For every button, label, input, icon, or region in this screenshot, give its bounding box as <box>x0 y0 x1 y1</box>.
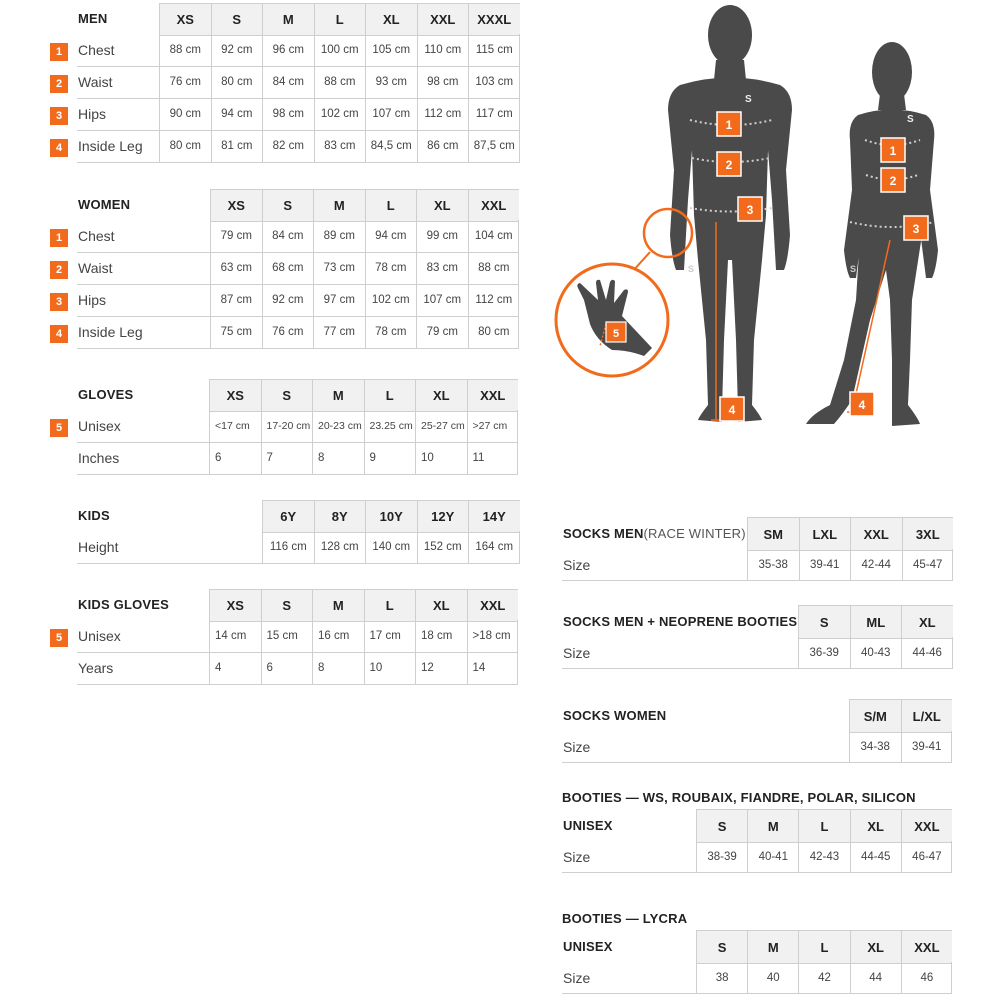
size-header-14y: 14Y <box>468 501 520 532</box>
size-header-s-m: S/M <box>849 700 901 732</box>
row-label-hips: Hips <box>78 292 107 308</box>
men-header-row <box>159 3 520 36</box>
svg-text:2: 2 <box>725 158 733 172</box>
size-header-l: L <box>314 4 366 35</box>
table-cell: 90 cm <box>159 98 211 130</box>
size-header-xxxl: XXXL <box>468 4 520 35</box>
female-logo-mark: S <box>907 114 914 125</box>
table-cell: 46 <box>901 962 952 993</box>
size-header-xl: XL <box>901 606 953 638</box>
row-label-waist: Waist <box>78 74 113 90</box>
size-header-xl: XL <box>415 590 467 621</box>
booties-lycra-section-title: BOOTIES — LYCRA <box>562 911 688 926</box>
table-cell: 84 cm <box>262 220 314 252</box>
row-label-years: Years <box>78 660 114 676</box>
table-cell: 76 cm <box>262 316 314 348</box>
women-header-row <box>210 189 519 222</box>
women-size-table <box>55 189 519 348</box>
table-cell: 80 cm <box>159 130 211 162</box>
men-table-title: MEN <box>78 11 108 26</box>
table-cell: 45-47 <box>902 549 954 580</box>
table-cell: 11 <box>467 442 519 474</box>
table-cell: 6 <box>261 652 313 684</box>
svg-text:2: 2 <box>889 174 897 188</box>
table-cell: 84 cm <box>262 66 314 98</box>
size-header-xs: XS <box>209 380 261 411</box>
table-cell: 10 <box>415 442 467 474</box>
svg-text:3: 3 <box>746 203 754 217</box>
gloves-table-title: GLOVES <box>78 387 134 402</box>
size-header-xl: XL <box>365 4 417 35</box>
measurement-badge-4: 4 <box>50 139 68 157</box>
table-cell: 16 cm <box>312 620 364 652</box>
size-header-xl: XL <box>850 931 901 963</box>
male-silhouette <box>668 5 792 422</box>
table-cell: 87 cm <box>210 284 262 316</box>
booties-ws-table-title: UNISEX <box>563 817 613 833</box>
booties-ws-section-title: BOOTIES — WS, ROUBAIX, FIANDRE, POLAR, SILICON <box>562 790 916 805</box>
row-label-chest: Chest <box>78 42 115 58</box>
size-header-s: S <box>261 590 313 621</box>
booties-ws-header-row <box>696 809 952 843</box>
row-label-waist: Waist <box>78 260 113 276</box>
table-cell: 25-27 cm <box>415 410 467 442</box>
table-cell: 44 <box>850 962 901 993</box>
size-header-m: M <box>312 590 364 621</box>
table-cell: 98 cm <box>262 98 314 130</box>
kids-gloves-header-row <box>209 589 518 622</box>
size-header-l-xl: L/XL <box>901 700 953 732</box>
table-cell: 34-38 <box>849 731 901 762</box>
kids-gloves-table-title: KIDS GLOVES <box>78 597 170 612</box>
table-cell: 15 cm <box>261 620 313 652</box>
measurement-badge-3: 3 <box>50 293 68 311</box>
table-cell: 140 cm <box>365 531 417 563</box>
table-cell: 86 cm <box>417 130 469 162</box>
measurement-badge-2: 2 <box>50 261 68 279</box>
table-row <box>77 652 518 685</box>
table-cell: 94 cm <box>365 220 417 252</box>
table-cell: 17-20 cm <box>261 410 313 442</box>
table-cell: 110 cm <box>417 34 469 66</box>
size-header-s: S <box>696 931 747 963</box>
table-row <box>77 34 520 67</box>
table-cell: <17 cm <box>209 410 261 442</box>
table-cell: 39-41 <box>799 549 851 580</box>
size-header-m: M <box>747 810 798 842</box>
women-table-title: WOMEN <box>78 197 131 212</box>
size-header-m: M <box>313 190 365 221</box>
table-row <box>77 442 518 475</box>
size-header-l: L <box>364 590 416 621</box>
table-cell: 36-39 <box>798 637 850 668</box>
svg-text:5: 5 <box>612 328 620 340</box>
socks-women-size-table <box>562 699 952 762</box>
table-cell: 96 cm <box>262 34 314 66</box>
table-cell: 93 cm <box>365 66 417 98</box>
table-cell: 102 cm <box>365 284 417 316</box>
table-row <box>562 637 953 669</box>
table-cell: 97 cm <box>313 284 365 316</box>
booties-ws-size-table <box>562 809 952 872</box>
booties-lycra-table-title: UNISEX <box>563 938 613 954</box>
svg-text:S: S <box>850 264 857 274</box>
table-cell: 107 cm <box>416 284 468 316</box>
table-row <box>562 731 952 763</box>
size-header-s: S <box>261 380 313 411</box>
marker-2-male <box>717 152 741 176</box>
table-cell: 112 cm <box>468 284 520 316</box>
svg-text:S: S <box>688 264 695 274</box>
size-header-xxl: XXL <box>468 190 520 221</box>
table-row <box>77 130 520 163</box>
table-cell: >18 cm <box>467 620 519 652</box>
row-label-inches: Inches <box>78 450 120 466</box>
male-logo-mark: S <box>745 94 752 105</box>
table-cell: 14 <box>467 652 519 684</box>
table-cell: 103 cm <box>468 66 520 98</box>
size-header-m: M <box>747 931 798 963</box>
measurement-badge-5: 5 <box>50 629 68 647</box>
table-cell: 40-41 <box>747 841 798 872</box>
size-header-xs: XS <box>159 4 211 35</box>
table-cell: 82 cm <box>262 130 314 162</box>
row-label-size: Size <box>563 556 591 573</box>
measurement-badge-5: 5 <box>50 419 68 437</box>
socks-men-neoprene-table-title: SOCKS MEN + NEOPRENE BOOTIES <box>563 613 798 629</box>
table-cell: 83 cm <box>416 252 468 284</box>
table-cell: 94 cm <box>211 98 263 130</box>
table-cell: 128 cm <box>314 531 366 563</box>
kids-gloves-size-table <box>55 589 518 684</box>
table-cell: 88 cm <box>159 34 211 66</box>
booties-lycra-size-table <box>562 930 952 993</box>
measurement-badge-3: 3 <box>50 107 68 125</box>
table-row <box>562 841 952 873</box>
table-row <box>562 962 952 994</box>
table-cell: 105 cm <box>365 34 417 66</box>
row-label-height: Height <box>78 539 119 555</box>
size-header-xl: XL <box>850 810 901 842</box>
table-cell: 8 <box>312 652 364 684</box>
row-label-size: Size <box>563 644 591 661</box>
table-row <box>77 316 519 349</box>
table-cell: 99 cm <box>416 220 468 252</box>
row-label-unisex: Unisex <box>78 628 121 644</box>
kids-size-table <box>77 500 520 563</box>
kids-header-row <box>262 500 520 533</box>
size-header-8y: 8Y <box>314 501 366 532</box>
measurement-badge-1: 1 <box>50 229 68 247</box>
table-row <box>77 66 520 99</box>
table-cell: 83 cm <box>314 130 366 162</box>
table-cell: 80 cm <box>468 316 520 348</box>
table-cell: 18 cm <box>415 620 467 652</box>
size-header-xxl: XXL <box>467 590 519 621</box>
socks-men-table-subtitle: (RACE WINTER) <box>643 525 746 541</box>
table-cell: 102 cm <box>314 98 366 130</box>
marker-1-male <box>717 112 741 136</box>
table-row <box>77 252 519 285</box>
table-cell: 8 <box>312 442 364 474</box>
size-header-6y: 6Y <box>262 501 314 532</box>
table-cell: 35-38 <box>747 549 799 580</box>
table-cell: 68 cm <box>262 252 314 284</box>
table-cell: 117 cm <box>468 98 520 130</box>
booties-lycra-header-row <box>696 930 952 964</box>
size-header-3xl: 3XL <box>902 518 954 550</box>
marker-3-female <box>904 216 928 240</box>
table-row <box>77 410 518 443</box>
table-row <box>77 531 520 564</box>
table-cell: 9 <box>364 442 416 474</box>
row-label-chest: Chest <box>78 228 115 244</box>
table-cell: 73 cm <box>313 252 365 284</box>
table-cell: 81 cm <box>211 130 263 162</box>
row-label-size: Size <box>563 848 591 865</box>
row-label-size: Size <box>563 969 591 986</box>
row-label-inside-leg: Inside Leg <box>78 324 143 340</box>
size-header-l: L <box>364 380 416 411</box>
table-cell: 14 cm <box>209 620 261 652</box>
table-cell: 88 cm <box>314 66 366 98</box>
table-cell: 87,5 cm <box>468 130 520 162</box>
table-cell: 76 cm <box>159 66 211 98</box>
table-cell: 6 <box>209 442 261 474</box>
size-header-12y: 12Y <box>417 501 469 532</box>
table-cell: 164 cm <box>468 531 520 563</box>
table-cell: 89 cm <box>313 220 365 252</box>
marker-1-female <box>881 138 905 162</box>
table-cell: 38 <box>696 962 747 993</box>
kids-table-title: KIDS <box>78 508 110 523</box>
table-cell: 12 <box>415 652 467 684</box>
size-header-xxl: XXL <box>467 380 519 411</box>
socks-men-header-row <box>747 517 953 551</box>
table-cell: 107 cm <box>365 98 417 130</box>
gloves-size-table <box>55 379 518 474</box>
table-cell: 79 cm <box>416 316 468 348</box>
socks-men-table-title: SOCKS MEN (RACE WINTER) <box>563 525 746 541</box>
table-cell: 42 <box>798 962 849 993</box>
size-header-10y: 10Y <box>365 501 417 532</box>
table-cell: 78 cm <box>365 316 417 348</box>
marker-4-male <box>720 397 744 421</box>
table-cell: 10 <box>364 652 416 684</box>
table-cell: 78 cm <box>365 252 417 284</box>
table-cell: 112 cm <box>417 98 469 130</box>
table-cell: >27 cm <box>467 410 519 442</box>
table-cell: 84,5 cm <box>365 130 417 162</box>
table-cell: 63 cm <box>210 252 262 284</box>
size-header-s: S <box>696 810 747 842</box>
measurement-badge-1: 1 <box>50 43 68 61</box>
svg-text:4: 4 <box>858 398 866 412</box>
table-row <box>77 620 518 653</box>
gloves-header-row <box>209 379 518 412</box>
table-cell: 100 cm <box>314 34 366 66</box>
table-row <box>77 284 519 317</box>
row-label-size: Size <box>563 738 591 755</box>
size-header-s: S <box>798 606 850 638</box>
socks-men-neoprene-size-table <box>562 605 953 668</box>
table-cell: 42-44 <box>850 549 902 580</box>
table-row <box>77 220 519 253</box>
table-cell: 44-45 <box>850 841 901 872</box>
svg-text:3: 3 <box>912 222 920 236</box>
measurement-badge-2: 2 <box>50 75 68 93</box>
table-cell: 75 cm <box>210 316 262 348</box>
table-cell: 38-39 <box>696 841 747 872</box>
row-label-inside-leg: Inside Leg <box>78 138 143 154</box>
table-cell: 4 <box>209 652 261 684</box>
size-header-xxl: XXL <box>850 518 902 550</box>
size-header-s: S <box>211 4 263 35</box>
size-header-sm: SM <box>747 518 799 550</box>
size-header-xs: XS <box>210 190 262 221</box>
size-header-xl: XL <box>415 380 467 411</box>
table-cell: 88 cm <box>468 252 520 284</box>
table-cell: 42-43 <box>798 841 849 872</box>
size-header-l: L <box>798 931 849 963</box>
size-header-l: L <box>365 190 417 221</box>
size-header-m: M <box>312 380 364 411</box>
table-cell: 46-47 <box>901 841 952 872</box>
table-cell: 40 <box>747 962 798 993</box>
table-cell: 7 <box>261 442 313 474</box>
socks-women-header-row <box>849 699 952 733</box>
body-measurement-illustration <box>540 0 990 440</box>
table-cell: 80 cm <box>211 66 263 98</box>
table-cell: 44-46 <box>901 637 953 668</box>
table-cell: 23.25 cm <box>364 410 416 442</box>
size-header-lxl: LXL <box>799 518 851 550</box>
marker-4-female <box>850 392 874 416</box>
table-cell: 104 cm <box>468 220 520 252</box>
measurement-badge-4: 4 <box>50 325 68 343</box>
table-cell: 20-23 cm <box>312 410 364 442</box>
marker-2-female <box>881 168 905 192</box>
table-cell: 98 cm <box>417 66 469 98</box>
size-header-xs: XS <box>209 590 261 621</box>
size-header-xxl: XXL <box>901 931 952 963</box>
table-row <box>77 98 520 131</box>
socks-men-size-table <box>562 517 953 580</box>
table-cell: 17 cm <box>364 620 416 652</box>
size-header-s: S <box>262 190 314 221</box>
marker-3-male <box>738 197 762 221</box>
table-cell: 40-43 <box>850 637 902 668</box>
table-row <box>562 549 953 581</box>
table-cell: 115 cm <box>468 34 520 66</box>
row-label-unisex: Unisex <box>78 418 121 434</box>
svg-text:1: 1 <box>725 118 733 132</box>
table-cell: 92 cm <box>211 34 263 66</box>
table-cell: 92 cm <box>262 284 314 316</box>
size-header-xxl: XXL <box>901 810 952 842</box>
size-header-ml: ML <box>850 606 902 638</box>
svg-text:1: 1 <box>889 144 897 158</box>
size-header-l: L <box>798 810 849 842</box>
socks-women-table-title: SOCKS WOMEN <box>563 707 667 723</box>
svg-text:4: 4 <box>728 403 736 417</box>
socks-men-neoprene-header-row <box>798 605 953 639</box>
size-header-m: M <box>262 4 314 35</box>
table-cell: 39-41 <box>901 731 953 762</box>
size-header-xxl: XXL <box>417 4 469 35</box>
row-label-hips: Hips <box>78 106 107 122</box>
men-size-table <box>55 3 520 162</box>
table-cell: 79 cm <box>210 220 262 252</box>
table-cell: 152 cm <box>417 531 469 563</box>
table-cell: 116 cm <box>262 531 314 563</box>
size-header-xl: XL <box>416 190 468 221</box>
table-cell: 77 cm <box>313 316 365 348</box>
